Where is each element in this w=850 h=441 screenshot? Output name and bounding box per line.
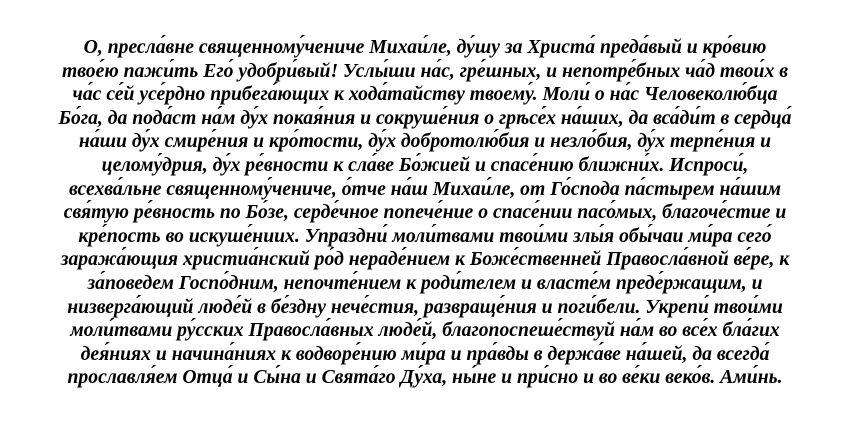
prayer-line-14: дея́ниях и начина́ниях к водворе́нию ми́ра и пра́вды в держа́ве на́шей, да всегда́ — [80, 342, 770, 365]
prayer-line-4: Бо́га, да пода́ст на́м ду́х покая́ния и сокруше́ния о грѣсе́х на́ших, да вса́ди́т в сердца́ — [58, 106, 792, 129]
prayer-line-6: целому́дрия, ду́х ре́вности к сла́ве Бо́жией и спасе́нию ближни́х. Испроси́, — [101, 153, 749, 176]
prayer-line-13: моли́твами ру́сских Правосла́вных люде́й, благопоспеше́ствуй на́м во все́х бла́гих — [70, 319, 780, 342]
prayer-line-10: заража́ющия христиа́нский ро́д нераде́нием к Боже́ственней Правосла́вной ве́ре, к — [60, 248, 790, 271]
prayer-line-11: за́поведем Госпо́дним, непочте́нием к роди́телем и власте́м преде́ржащим, и — [87, 271, 763, 294]
prayer-line-9: кре́пость во искуше́ниих. Упраздни́ моли́твами твои́ми злы́я обы́чаи ми́ра сего́ — [78, 224, 772, 247]
prayer-line-1: О, пресла́вне священному́чениче Михаи́ле, ду́шу за Христа́ преда́вый и кро́вию — [83, 36, 767, 58]
prayer-line-5: на́ши ду́х смире́ния и кро́тости, ду́х добротолю́бия и незло́бия, ду́х терпе́ния и — [78, 130, 772, 153]
prayer-text — [0, 36, 850, 390]
prayer-line-15: прославля́ем Отца́ и Сы́на и Свята́го Ду́ха, ны́не и при́сно и во ве́ки веко́в. Ами́нь. — [67, 366, 783, 389]
prayer-line-3: ча́с се́й усе́рдно прибега́ющих к хода́тайству твоему́. Моли́ о на́с Человеколю́бца — [72, 83, 778, 106]
prayer-line-8: свя́тую ре́вность по Бо́зе, серде́чное попече́ние о спасе́нии пасо́мых, благоче́стие и — [63, 201, 787, 224]
prayer-line-2: твое́ю пажи́ть Его́ удобри́вый! Услы́ши на́с, гре́шных, и непотре́бных ча́д твои́х в — [61, 59, 788, 82]
prayer-line-12: низверга́ющий люде́й в бе́здну нече́стия, развраще́ния и поги́бели. Укрепи́ твои́ми — [67, 295, 783, 318]
prayer-line-7: всехва́льне священному́чениче, о́тче на́ш Михаи́ле, от Го́спода па́стырем на́шим — [69, 177, 781, 200]
